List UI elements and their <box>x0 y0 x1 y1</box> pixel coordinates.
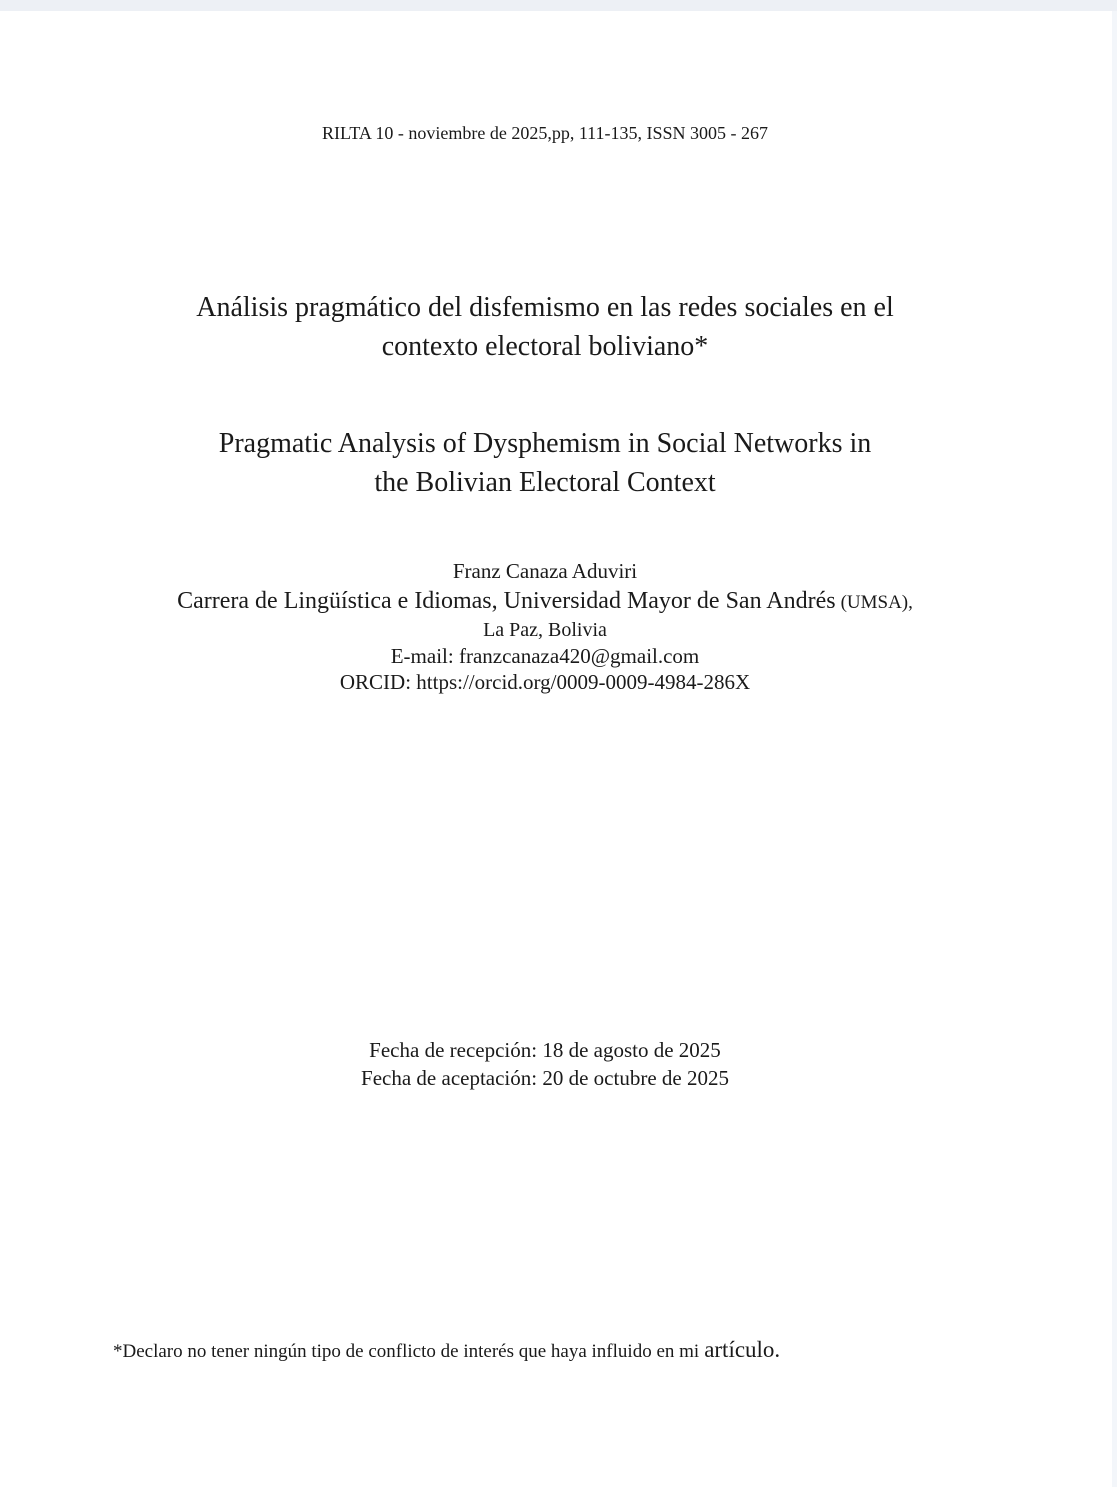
article-title-spanish-line1: Análisis pragmático del disfemismo en las redes sociales en el <box>196 292 894 323</box>
article-title-english-line1: Pragmatic Analysis of Dysphemism in Social Networks in <box>218 428 872 459</box>
article-title-spanish <box>0 288 1090 366</box>
footnote-text: *Declaro no tener ningún tipo de conflicto de interés que haya influido en mi <box>113 1341 700 1362</box>
viewer-top-bar <box>0 0 1117 11</box>
footnote-emphasis-text: artículo. <box>704 1337 781 1362</box>
author-email-line: E-mail: franzcanaza420@gmail.com <box>390 644 700 668</box>
article-title-english-line2: the Bolivian Electoral Context <box>374 467 716 498</box>
author-block <box>0 556 1090 695</box>
article-title-english <box>0 424 1090 502</box>
author-affiliation-abbreviation: (UMSA), <box>840 592 913 613</box>
reception-date-line: Fecha de recepción: 18 de agosto de 2025 <box>369 1038 721 1062</box>
author-name: Franz Canaza Aduviri <box>452 559 638 583</box>
conflict-of-interest-footnote <box>113 1334 1033 1366</box>
author-affiliation <box>0 586 1090 618</box>
journal-header-line: RILTA 10 - noviembre de 2025,pp, 111-135, ISSN 3005 - 267 <box>321 123 769 143</box>
author-orcid-line: ORCID: https://orcid.org/0009-0009-4984-286X <box>339 670 751 694</box>
author-affiliation-text: Carrera de Lingüística e Idiomas, Universidad Mayor de San Andrés <box>177 588 836 614</box>
author-location: La Paz, Bolivia <box>483 619 607 641</box>
dates-block <box>0 1036 1090 1092</box>
acceptance-date-line: Fecha de aceptación: 20 de octubre de 2025 <box>361 1066 729 1090</box>
article-title-spanish-line2: contexto electoral boliviano* <box>381 331 709 362</box>
viewer-right-edge-strip <box>1112 11 1117 1487</box>
